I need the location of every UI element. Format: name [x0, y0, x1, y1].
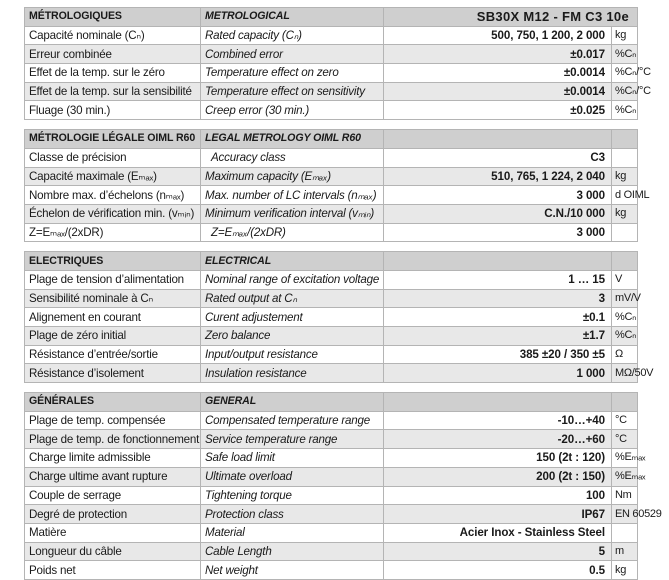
spec-value: 5 — [384, 542, 612, 561]
label-fr: Erreur combinée — [25, 45, 201, 64]
label-fr: Matière — [25, 523, 201, 542]
label-en: Curent adjustement — [201, 308, 384, 327]
label-en: Temperature effect on zero — [201, 64, 384, 83]
section-header — [25, 393, 638, 412]
label-en: Nominal range of excitation voltage — [201, 270, 384, 289]
spec-table — [24, 7, 662, 580]
spec-unit: Nm — [612, 486, 638, 505]
label-en: Combined error — [201, 45, 384, 64]
label-en: Ultimate overload — [201, 467, 384, 486]
spec-row — [25, 505, 638, 524]
label-fr: Z=Eₘₐₓ/(2xDR) — [25, 223, 201, 242]
label-fr: Échelon de vérification min. (vₘᵢₙ) — [25, 204, 201, 223]
spec-row — [25, 270, 638, 289]
header-empty-cell — [612, 252, 638, 271]
spec-value: ±0.0014 — [384, 64, 612, 83]
spec-value: ±0.017 — [384, 45, 612, 64]
label-fr: Degré de protection — [25, 505, 201, 524]
spec-row — [25, 101, 638, 120]
spec-value: Acier Inox - Stainless Steel — [384, 523, 612, 542]
spec-unit: %Cₙ/°C — [612, 64, 638, 83]
label-fr: Plage de tension d’alimentation — [25, 270, 201, 289]
spec-unit: V — [612, 270, 638, 289]
section-title-en: METROLOGICAL — [201, 8, 384, 27]
label-en: Creep error (30 min.) — [201, 101, 384, 120]
header-empty-cell — [384, 130, 612, 149]
label-fr: Sensibilité nominale à Cₙ — [25, 289, 201, 308]
label-en: Maximum capacity (Eₘₐₓ) — [201, 167, 384, 186]
label-en: Max. number of LC intervals (nₘₐₓ) — [201, 186, 384, 205]
spec-row — [25, 223, 638, 242]
spec-value: 0.5 — [384, 561, 612, 580]
spec-unit: kg — [612, 204, 638, 223]
section-title-fr: MÉTROLOGIQUES — [25, 8, 201, 27]
spec-value: 500, 750, 1 200, 2 000 — [384, 26, 612, 45]
section-spacer — [25, 383, 638, 393]
section-spacer — [25, 120, 638, 130]
spec-row — [25, 542, 638, 561]
spec-row — [25, 204, 638, 223]
spec-unit: °C — [612, 430, 638, 449]
label-en: Accuracy class — [201, 148, 384, 167]
label-fr: Alignement en courant — [25, 308, 201, 327]
section-spacer — [25, 242, 638, 252]
label-en: Rated output at Cₙ — [201, 289, 384, 308]
spec-row — [25, 148, 638, 167]
label-en: Z=Eₘₐₓ/(2xDR) — [201, 223, 384, 242]
spec-value: 100 — [384, 486, 612, 505]
spec-value: ±1.7 — [384, 327, 612, 346]
spec-value: -10…+40 — [384, 411, 612, 430]
label-fr: Poids net — [25, 561, 201, 580]
spec-unit: %Eₘₐₓ — [612, 449, 638, 468]
section-header — [25, 252, 638, 271]
label-fr: Résistance d’entrée/sortie — [25, 345, 201, 364]
spec-row — [25, 411, 638, 430]
label-fr: Résistance d’isolement — [25, 364, 201, 383]
spec-row — [25, 430, 638, 449]
label-fr: Classe de précision — [25, 148, 201, 167]
spec-unit: %Eₘₐₓ — [612, 467, 638, 486]
label-en: Input/output resistance — [201, 345, 384, 364]
label-en: Zero balance — [201, 327, 384, 346]
spec-unit — [612, 523, 638, 542]
section-title-en: LEGAL METROLOGY OIML R60 — [201, 130, 384, 149]
spec-row — [25, 45, 638, 64]
label-en: Tightening torque — [201, 486, 384, 505]
label-en: Compensated temperature range — [201, 411, 384, 430]
spec-unit: mV/V — [612, 289, 638, 308]
spec-unit — [612, 148, 638, 167]
section-title-fr: MÉTROLOGIE LÉGALE OIML R60 — [25, 130, 201, 149]
section-header — [25, 8, 638, 27]
spec-unit: Ω — [612, 345, 638, 364]
section-title-en: ELECTRICAL — [201, 252, 384, 271]
spec-row — [25, 561, 638, 580]
spec-unit: °C — [612, 411, 638, 430]
spec-row — [25, 486, 638, 505]
spec-value: 1 … 15 — [384, 270, 612, 289]
spec-value: 1 000 — [384, 364, 612, 383]
section-title-en: GENERAL — [201, 393, 384, 412]
spec-value: C3 — [384, 148, 612, 167]
spec-row — [25, 364, 638, 383]
spec-unit: %Cₙ — [612, 45, 638, 64]
section-title-fr: GÉNÉRALES — [25, 393, 201, 412]
label-fr: Capacité maximale (Eₘₐₓ) — [25, 167, 201, 186]
spec-unit: %Cₙ — [612, 101, 638, 120]
label-fr: Charge ultime avant rupture — [25, 467, 201, 486]
section-title-fr: ELECTRIQUES — [25, 252, 201, 271]
spec-row — [25, 186, 638, 205]
header-empty-cell — [612, 393, 638, 412]
spacer-cell — [25, 120, 638, 130]
spec-unit — [612, 223, 638, 242]
header-empty-cell — [612, 130, 638, 149]
spec-unit: m — [612, 542, 638, 561]
spec-value: ±0.0014 — [384, 82, 612, 101]
label-fr: Plage de zéro initial — [25, 327, 201, 346]
label-en: Service temperature range — [201, 430, 384, 449]
header-empty-cell — [384, 252, 612, 271]
spec-row — [25, 449, 638, 468]
label-en: Safe load limit — [201, 449, 384, 468]
spec-unit: d OIML — [612, 186, 638, 205]
spec-row — [25, 26, 638, 45]
spec-value: 3 — [384, 289, 612, 308]
spec-row — [25, 64, 638, 83]
label-en: Cable Length — [201, 542, 384, 561]
label-en: Material — [201, 523, 384, 542]
label-fr: Plage de temp. compensée — [25, 411, 201, 430]
spacer-cell — [25, 242, 638, 252]
spec-row — [25, 167, 638, 186]
label-fr: Couple de serrage — [25, 486, 201, 505]
spec-row — [25, 467, 638, 486]
spec-unit: EN 60529 — [612, 505, 638, 524]
label-fr: Nombre max. d’échelons (nₘₐₓ) — [25, 186, 201, 205]
spec-value: ±0.1 — [384, 308, 612, 327]
spec-unit: kg — [612, 561, 638, 580]
spec-value: -20…+60 — [384, 430, 612, 449]
spec-unit: %Cₙ/°C — [612, 82, 638, 101]
spec-value: 3 000 — [384, 186, 612, 205]
spec-value: 385 ±20 / 350 ±5 — [384, 345, 612, 364]
spec-value: 150 (2t : 120) — [384, 449, 612, 468]
label-fr: Plage de temp. de fonctionnement — [25, 430, 201, 449]
spec-row — [25, 289, 638, 308]
spec-unit: MΩ/50V — [612, 364, 638, 383]
spec-value: IP67 — [384, 505, 612, 524]
spec-unit: kg — [612, 26, 638, 45]
label-fr: Effet de la temp. sur la sensibilité — [25, 82, 201, 101]
spec-unit: kg — [612, 167, 638, 186]
label-en: Insulation resistance — [201, 364, 384, 383]
header-empty-cell — [384, 393, 612, 412]
label-en: Net weight — [201, 561, 384, 580]
spec-unit: %Cₙ — [612, 308, 638, 327]
label-fr: Effet de la temp. sur le zéro — [25, 64, 201, 83]
label-en: Rated capacity (Cₙ) — [201, 26, 384, 45]
spec-row — [25, 345, 638, 364]
spec-row — [25, 327, 638, 346]
spec-value: C.N./10 000 — [384, 204, 612, 223]
spec-sheet — [24, 7, 662, 580]
label-fr: Fluage (30 min.) — [25, 101, 201, 120]
spec-value: 200 (2t : 150) — [384, 467, 612, 486]
spec-value: 510, 765, 1 224, 2 040 — [384, 167, 612, 186]
spec-row — [25, 82, 638, 101]
spec-value: 3 000 — [384, 223, 612, 242]
label-fr: Capacité nominale (Cₙ) — [25, 26, 201, 45]
spec-row — [25, 308, 638, 327]
label-fr: Charge limite admissible — [25, 449, 201, 468]
section-header — [25, 130, 638, 149]
label-en: Minimum verification interval (vₘᵢₙ) — [201, 204, 384, 223]
label-fr: Longueur du câble — [25, 542, 201, 561]
spec-row — [25, 523, 638, 542]
model-title: SB30X M12 - FM C3 10e — [384, 8, 638, 27]
label-en: Protection class — [201, 505, 384, 524]
spec-unit: %Cₙ — [612, 327, 638, 346]
label-en: Temperature effect on sensitivity — [201, 82, 384, 101]
spacer-cell — [25, 383, 638, 393]
spec-value: ±0.025 — [384, 101, 612, 120]
